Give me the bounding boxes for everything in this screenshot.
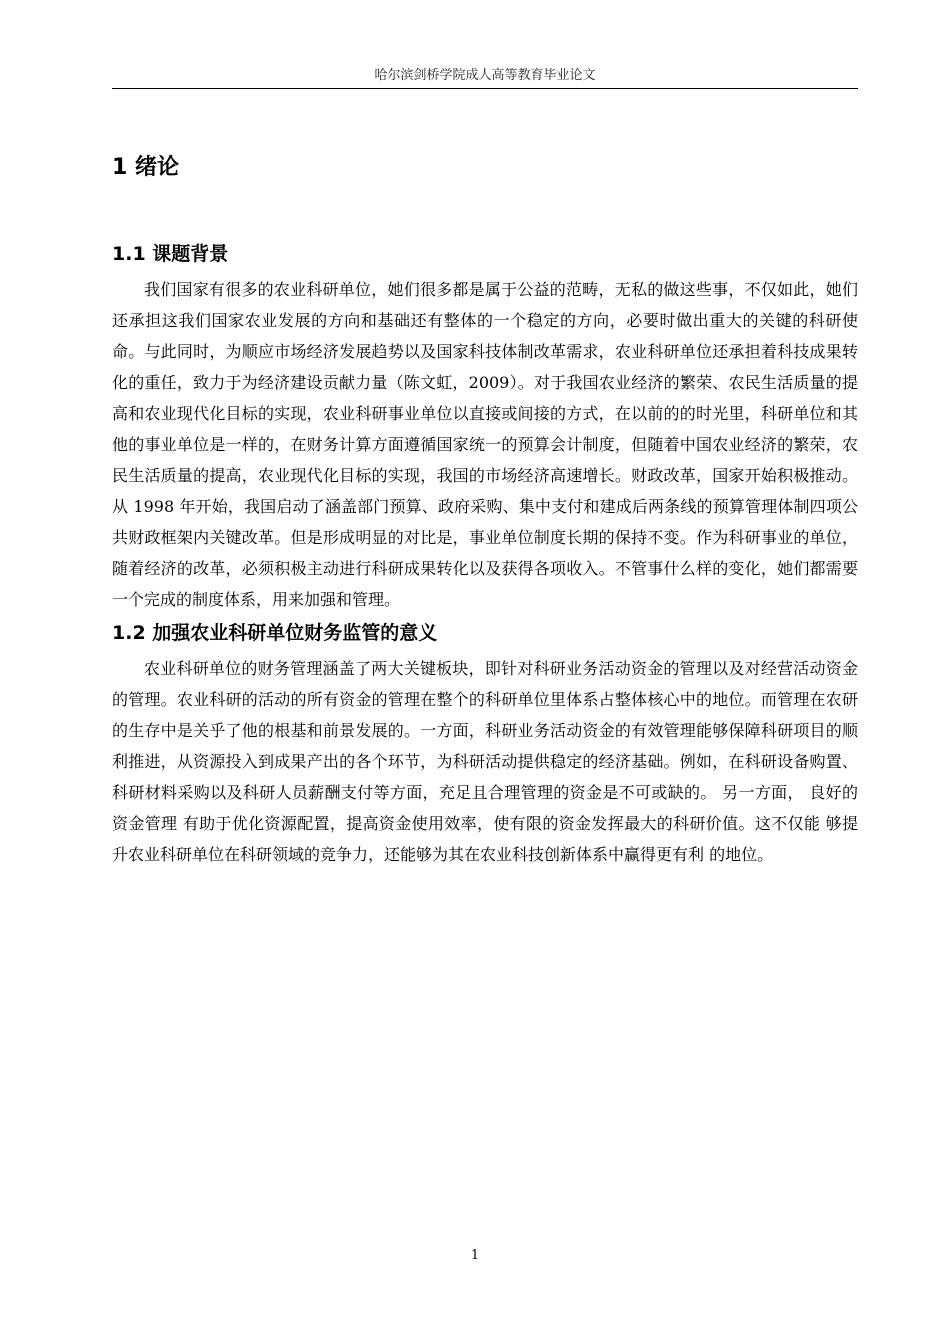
paragraph-significance: 农业科研单位的财务管理涵盖了两大关键板块，即针对科研业务活动资金的管理以及对经营活动资金的管理。农业科研的活动的所有资金的管理在整个的科研单位里体系占整体核心中的地位。而管理在农研的生存中是关乎了他的根基和前景发展的。一方面，科研业务活动资金的有效管理能够保障科研项目的顺利推进，从资源投入到成果产出的各个环节，为科研活动提供稳定的经济基础。例如，在科研设备购置、科研材料采购以及科研人员薪酬支付等方面，充足且合理管理的资金是不可或缺的。 另一方面， 良好的资金管理 有助于优化资源配置，提高资金使用效率，使有限的资金发挥最大的科研价值。这不仅能 够提升农业科研单位在科研领域的竞争力，还能够为其在农业科技创新体系中赢得更有利 的地位。 bbox=[112, 659, 858, 864]
section-title-background: 1.1 课题背景 bbox=[112, 243, 229, 265]
page-number: 1 bbox=[470, 1248, 480, 1263]
section-title-significance: 1.2 加强农业科研单位财务监管的意义 bbox=[112, 622, 438, 644]
paragraph-background: 我们国家有很多的农业科研单位，她们很多都是属于公益的范畴，无私的做这些事，不仅如此，她们还承担这我们国家农业发展的方向和基础还有整体的一个稳定的方向，必要时做出重大的关键的科研使命。与此同时，为顺应市场经济发展趋势以及国家科技体制改革需求，农业科研单位还承担着科技成果转化的重任，致力于为经济建设贡献力量（陈文虹，2009）。对于我国农业经济的繁荣、农民生活质量的提高和农业现代化目标的实现，农业科研事业单位以直接或间接的方式，在以前的的时光里，科研单位和其他的事业单位是一样的，在财务计算方面遵循国家统一的预算会计制度，但随着中国农业经济的繁荣，农民生活质量的提高，农业现代化目标的实现，我国的市场经济高速增长。财政改革，国家开始积极推动。从 1998 年开始，我国启动了涵盖部门预算、政府采购、集中支付和建成后两条线的预算管理体制四项公共财政框架内关键改革。但是形成明显的对比是，事业单位制度长期的保持不变。作为科研事业的单位，随着经济的改革，必须积极主动进行科研成果转化以及获得各项收入。不管事什么样的变化，她们都需要一个完成的制度体系，用来加强和管理。 bbox=[112, 280, 858, 609]
chapter-title: 1 绪论 bbox=[112, 155, 179, 180]
running-header: 哈尔滨剑桥学院成人高等教育毕业论文 bbox=[374, 68, 596, 83]
page-body bbox=[112, 150, 858, 870]
header-divider bbox=[112, 88, 858, 89]
